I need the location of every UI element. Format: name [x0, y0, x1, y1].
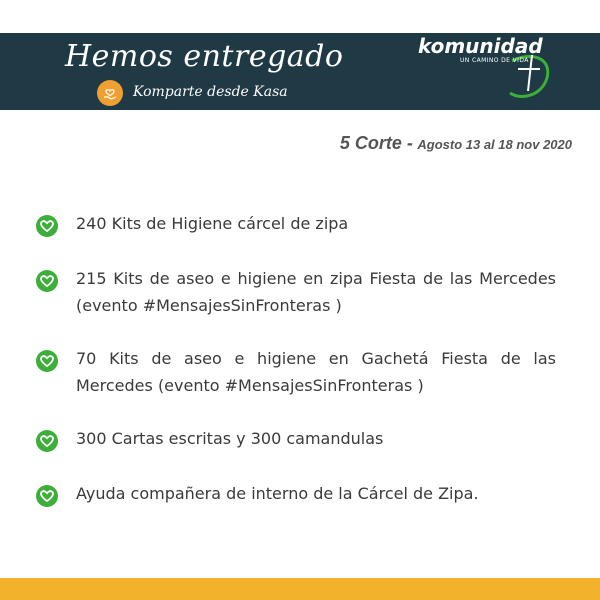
green-heart-icon: [36, 270, 58, 292]
list-item: [36, 345, 556, 399]
list-item: [36, 480, 556, 507]
heart-hand-icon: [97, 80, 123, 106]
page-title: Hemos entregado: [65, 39, 344, 74]
subtitle: Komparte desde Kasa: [133, 84, 288, 100]
list-item: [36, 425, 556, 452]
brand-tagline: UN CAMINO DE VIDA: [460, 57, 529, 64]
green-heart-icon: [36, 430, 58, 452]
list-item: [36, 265, 556, 319]
list-item-text: Ayuda compañera de interno de la Cárcel de Zipa.: [76, 484, 479, 503]
list-item-text: 70 Kits de aseo e higiene en Gachetá Fiesta de las Mercedes (evento #MensajesSinFronteras ): [76, 349, 556, 395]
corte-heading: [340, 133, 572, 154]
brand-name: komunidad: [418, 34, 543, 58]
corte-label: 5 Corte -: [339, 133, 413, 153]
green-heart-icon: [36, 215, 58, 237]
list-item-text: 300 Cartas escritas y 300 camandulas: [76, 429, 384, 448]
brand-logo: [412, 33, 562, 103]
list-item: [36, 210, 556, 237]
corte-date-range: Agosto 13 al 18 nov 2020: [417, 137, 572, 152]
list-item-text: 215 Kits de aseo e higiene en zipa Fiesta de las Mercedes (evento #MensajesSinFronteras ): [76, 269, 556, 315]
header-banner: [0, 33, 600, 110]
green-heart-icon: [36, 485, 58, 507]
footer-bar: [0, 578, 600, 600]
list-item-text: 240 Kits de Higiene cárcel de zipa: [76, 214, 349, 233]
green-heart-icon: [36, 350, 58, 372]
